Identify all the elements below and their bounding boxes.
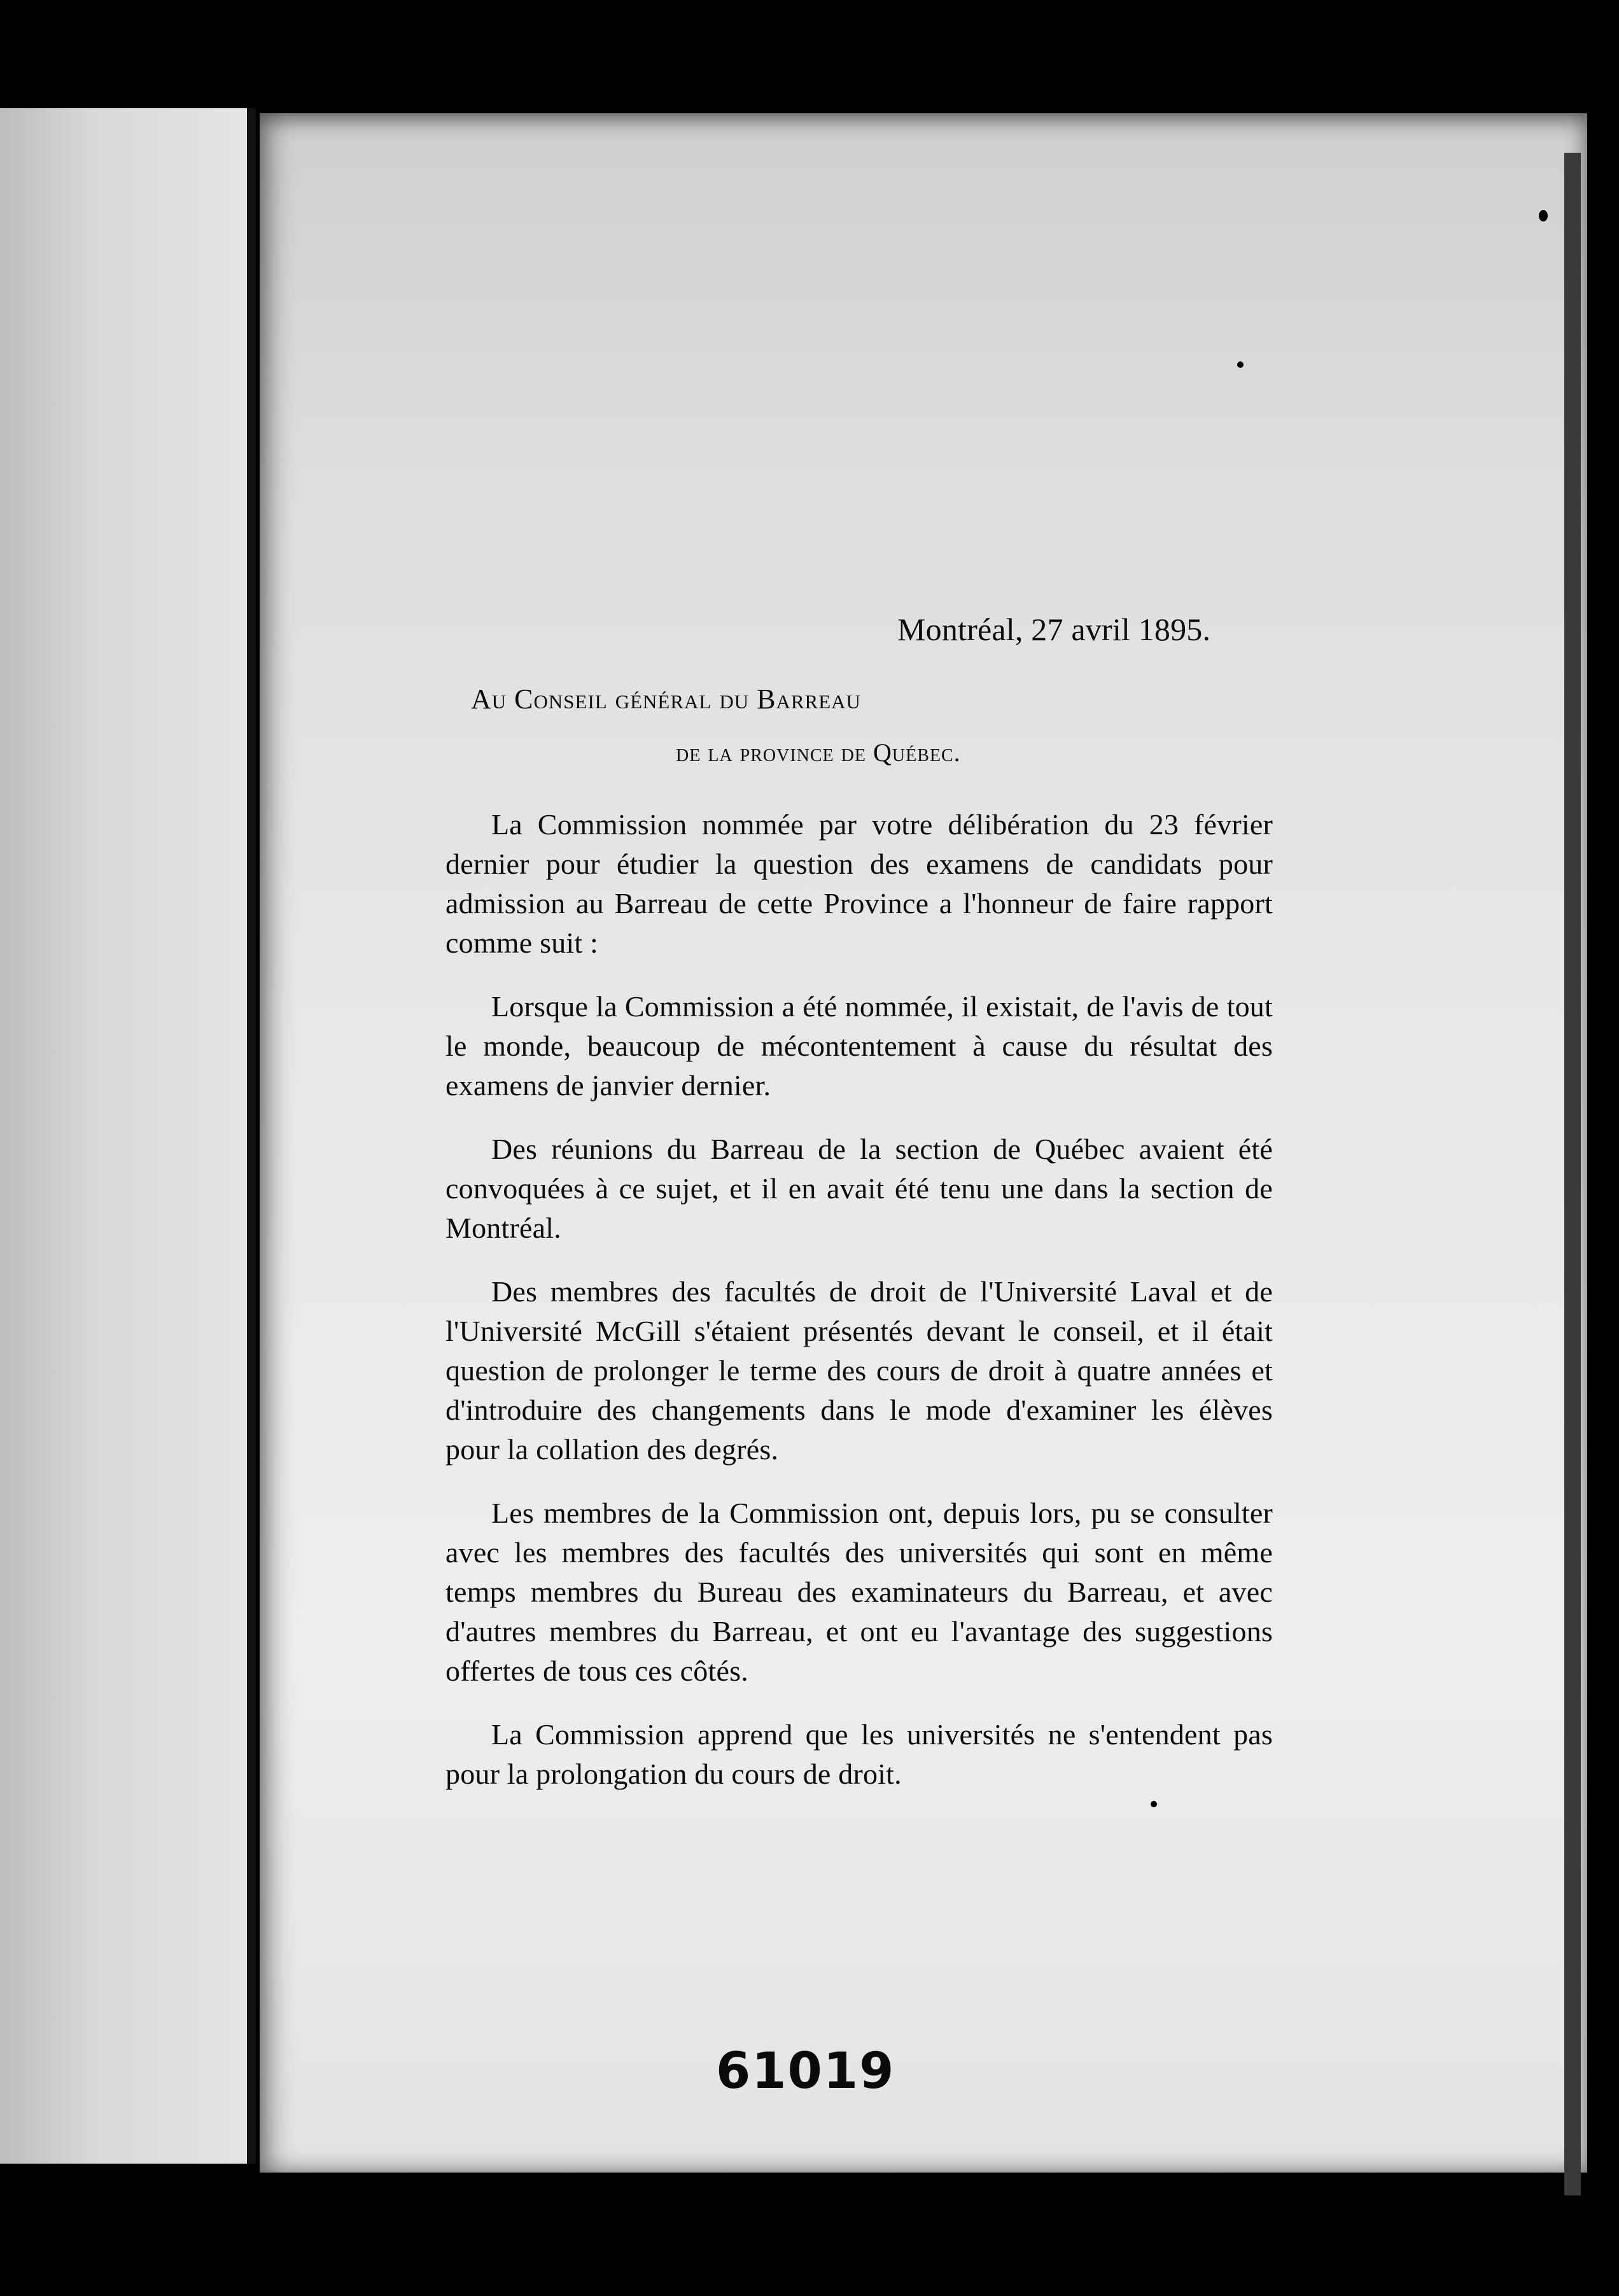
facing-page [0, 108, 247, 2164]
page-gutter [247, 108, 256, 2164]
ink-speck [1237, 361, 1244, 368]
paragraph: Les membres de la Commission ont, depuis lors, pu se consulter avec les membres des facultés des universités qui sont en même temps membres du Bureau des examinateurs du Barreau, et avec d'autres membres du Barreau, et ont eu l'avantage des suggestions offertes de tous ces côtés. [445, 1497, 1273, 1687]
paragraph: La Commission nommée par votre délibération du 23 février dernier pour étudier la question des examens de candidats pour admission au Barreau de cette Province a l'honneur de faire rapport comme suit : [445, 808, 1273, 959]
paragraph: La Commission apprend que les universités ne s'entendent pas pour la prolongation du cours de droit. [445, 1718, 1273, 1790]
recipient-line-2: de la province de Québec. [676, 738, 961, 767]
page-edge [1564, 153, 1581, 2195]
letter-body [445, 805, 1273, 1818]
paragraph: Des membres des facultés de droit de l'Université Laval et de l'Université McGill s'étaient présentés devant le conseil, et il était question de prolonger le terme des cours de droit à quatre années et d'introduire des changements dans le mode d'examiner les élèves pour la collation des degrés. [445, 1275, 1273, 1466]
recipient-line-1: Au Conseil général du Barreau [471, 683, 861, 715]
catalog-number: 61019 [716, 2043, 895, 2100]
paragraph: Des réunions du Barreau de la section de Québec avaient été convoquées à ce sujet, et il en avait été tenu une dans la section de Montréal. [445, 1133, 1273, 1244]
paragraph: Lorsque la Commission a été nommée, il existait, de l'avis de tout le monde, beaucoup de mécontentement à cause du résultat des examens de janvier dernier. [445, 990, 1273, 1102]
ink-speck [1539, 210, 1548, 221]
dateline: Montréal, 27 avril 1895. [897, 612, 1211, 647]
